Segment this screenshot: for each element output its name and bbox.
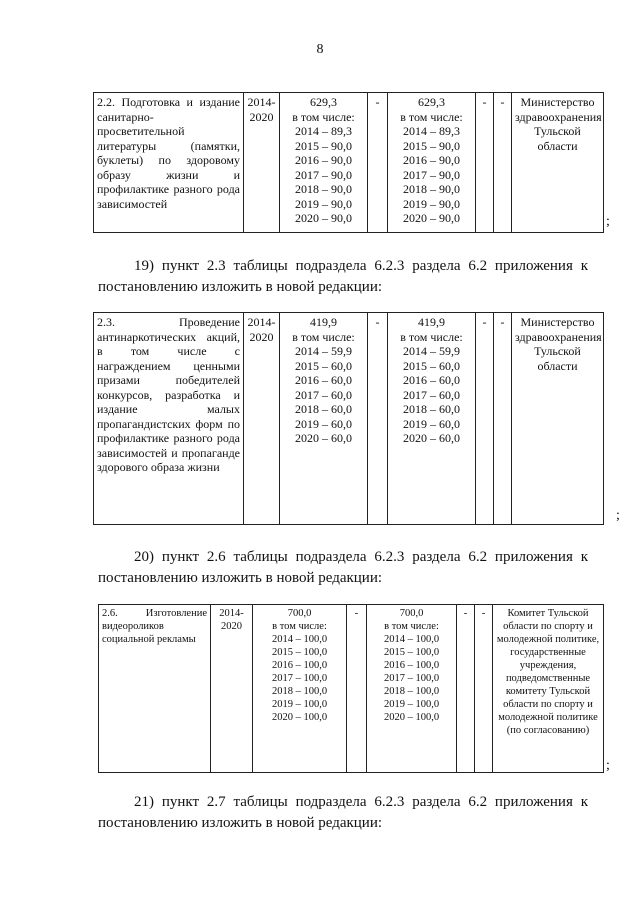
responsible-executor: Министерство здравоохранения Тульской области xyxy=(512,313,604,525)
total-funding xyxy=(253,605,347,773)
in-that-label: в том числе: xyxy=(400,329,463,344)
year-2014: 2014 – 59,9 xyxy=(403,344,460,358)
regional-budget xyxy=(367,605,457,773)
year-2016: 2016 – 100,0 xyxy=(271,660,328,671)
year-2016: 2016 – 60,0 xyxy=(295,373,352,387)
total-value: 700,0 xyxy=(287,608,312,619)
in-that-label: в том числе: xyxy=(292,109,355,124)
year-2016: 2016 – 60,0 xyxy=(403,373,460,387)
year-2014: 2014 – 100,0 xyxy=(383,634,440,645)
program-table-2-6 xyxy=(98,604,604,773)
year-2018: 2018 – 60,0 xyxy=(295,402,352,416)
semicolon: ; xyxy=(606,758,610,773)
year-2020: 2020 – 60,0 xyxy=(295,431,352,445)
in-that-label: в том числе: xyxy=(292,329,355,344)
year-2019: 2019 – 90,0 xyxy=(403,196,460,211)
year-2014: 2014 – 89,3 xyxy=(403,124,460,138)
in-that-label: в том числе: xyxy=(272,621,327,632)
measure-name: 2.2. Подготовка и издание санитарно-просветительной литературы (памятки, буклеты) по здоровому образу жизни и профилактике разного рода зависимостей xyxy=(94,93,244,233)
years: 2014-2020 xyxy=(244,93,280,233)
year-2020: 2020 – 100,0 xyxy=(383,712,440,723)
extra-budget: - xyxy=(494,313,512,525)
total-value: 419,9 xyxy=(310,315,337,329)
year-2017: 2017 – 60,0 xyxy=(295,387,352,402)
federal-budget: - xyxy=(368,93,388,233)
year-2018: 2018 – 90,0 xyxy=(403,182,460,196)
total-value: 700,0 xyxy=(399,608,424,619)
year-2015: 2015 – 90,0 xyxy=(403,138,460,153)
paragraph-19: 19) пункт 2.3 таблицы подраздела 6.2.3 раздела 6.2 приложения к постановлению изложить в новой редакции: xyxy=(98,258,588,295)
year-2014: 2014 – 89,3 xyxy=(295,124,352,138)
year-2018: 2018 – 90,0 xyxy=(295,182,352,196)
total-funding xyxy=(280,93,368,233)
semicolon: ; xyxy=(616,508,620,523)
year-2019: 2019 – 90,0 xyxy=(295,196,352,211)
local-budget: - xyxy=(457,605,475,773)
year-2016: 2016 – 90,0 xyxy=(295,153,352,167)
program-table-2-3 xyxy=(93,312,604,525)
year-2019: 2019 – 100,0 xyxy=(383,699,440,710)
year-2017: 2017 – 90,0 xyxy=(403,167,460,182)
year-2015: 2015 – 100,0 xyxy=(383,647,440,658)
page-number: 8 xyxy=(316,42,324,57)
responsible-executor: Министерство здравоохранения Тульской области xyxy=(512,93,604,233)
year-2019: 2019 – 60,0 xyxy=(403,416,460,431)
total-value: 629,3 xyxy=(310,95,337,109)
year-2014: 2014 – 100,0 xyxy=(271,634,328,645)
measure-name: 2.6. Изготовление видеороликов социальной рекламы xyxy=(99,605,211,773)
year-2018: 2018 – 60,0 xyxy=(403,402,460,416)
year-2016: 2016 – 90,0 xyxy=(403,153,460,167)
program-table-2-2 xyxy=(93,92,604,233)
in-that-label: в том числе: xyxy=(400,109,463,124)
responsible-executor: Комитет Тульской области по спорту и молодежной политике, государственные учреждения, подведомственные комитету Тульской области по спорту и молодежной политике (по согласованию) xyxy=(493,605,604,773)
year-2020: 2020 – 90,0 xyxy=(403,211,460,225)
year-2017: 2017 – 90,0 xyxy=(295,167,352,182)
year-2016: 2016 – 100,0 xyxy=(383,660,440,671)
local-budget: - xyxy=(476,93,494,233)
year-2020: 2020 – 100,0 xyxy=(271,712,328,723)
extra-budget: - xyxy=(494,93,512,233)
year-2019: 2019 – 60,0 xyxy=(295,416,352,431)
year-2017: 2017 – 100,0 xyxy=(271,673,328,684)
measure-name: 2.3. Проведение антинаркотических акций, в том числе с награждением ценными призами победителей конкурсов, разработка и издание малых пропагандистских форм по профилактике разного рода зависимостей и пропаганде здорового образа жизни xyxy=(94,313,244,525)
year-2018: 2018 – 100,0 xyxy=(383,686,440,697)
regional-budget xyxy=(388,93,476,233)
year-2020: 2020 – 60,0 xyxy=(403,431,460,445)
federal-budget: - xyxy=(347,605,367,773)
year-2015: 2015 – 60,0 xyxy=(403,358,460,373)
year-2017: 2017 – 60,0 xyxy=(403,387,460,402)
extra-budget: - xyxy=(475,605,493,773)
years: 2014-2020 xyxy=(211,605,253,773)
federal-budget: - xyxy=(368,313,388,525)
year-2015: 2015 – 90,0 xyxy=(295,138,352,153)
semicolon: ; xyxy=(606,214,610,229)
year-2019: 2019 – 100,0 xyxy=(271,699,328,710)
year-2018: 2018 – 100,0 xyxy=(271,686,328,697)
paragraph-21: 21) пункт 2.7 таблицы подраздела 6.2.3 раздела 6.2 приложения к постановлению изложить в новой редакции: xyxy=(98,794,588,831)
in-that-label: в том числе: xyxy=(384,621,439,632)
year-2015: 2015 – 100,0 xyxy=(271,647,328,658)
regional-budget xyxy=(388,313,476,525)
years: 2014-2020 xyxy=(244,313,280,525)
year-2015: 2015 – 60,0 xyxy=(295,358,352,373)
total-value: 419,9 xyxy=(418,315,445,329)
total-funding xyxy=(280,313,368,525)
year-2017: 2017 – 100,0 xyxy=(383,673,440,684)
year-2020: 2020 – 90,0 xyxy=(295,211,352,225)
year-2014: 2014 – 59,9 xyxy=(295,344,352,358)
total-value: 629,3 xyxy=(418,95,445,109)
local-budget: - xyxy=(476,313,494,525)
paragraph-20: 20) пункт 2.6 таблицы подраздела 6.2.3 раздела 6.2 приложения к постановлению изложить в новой редакции: xyxy=(98,549,588,586)
